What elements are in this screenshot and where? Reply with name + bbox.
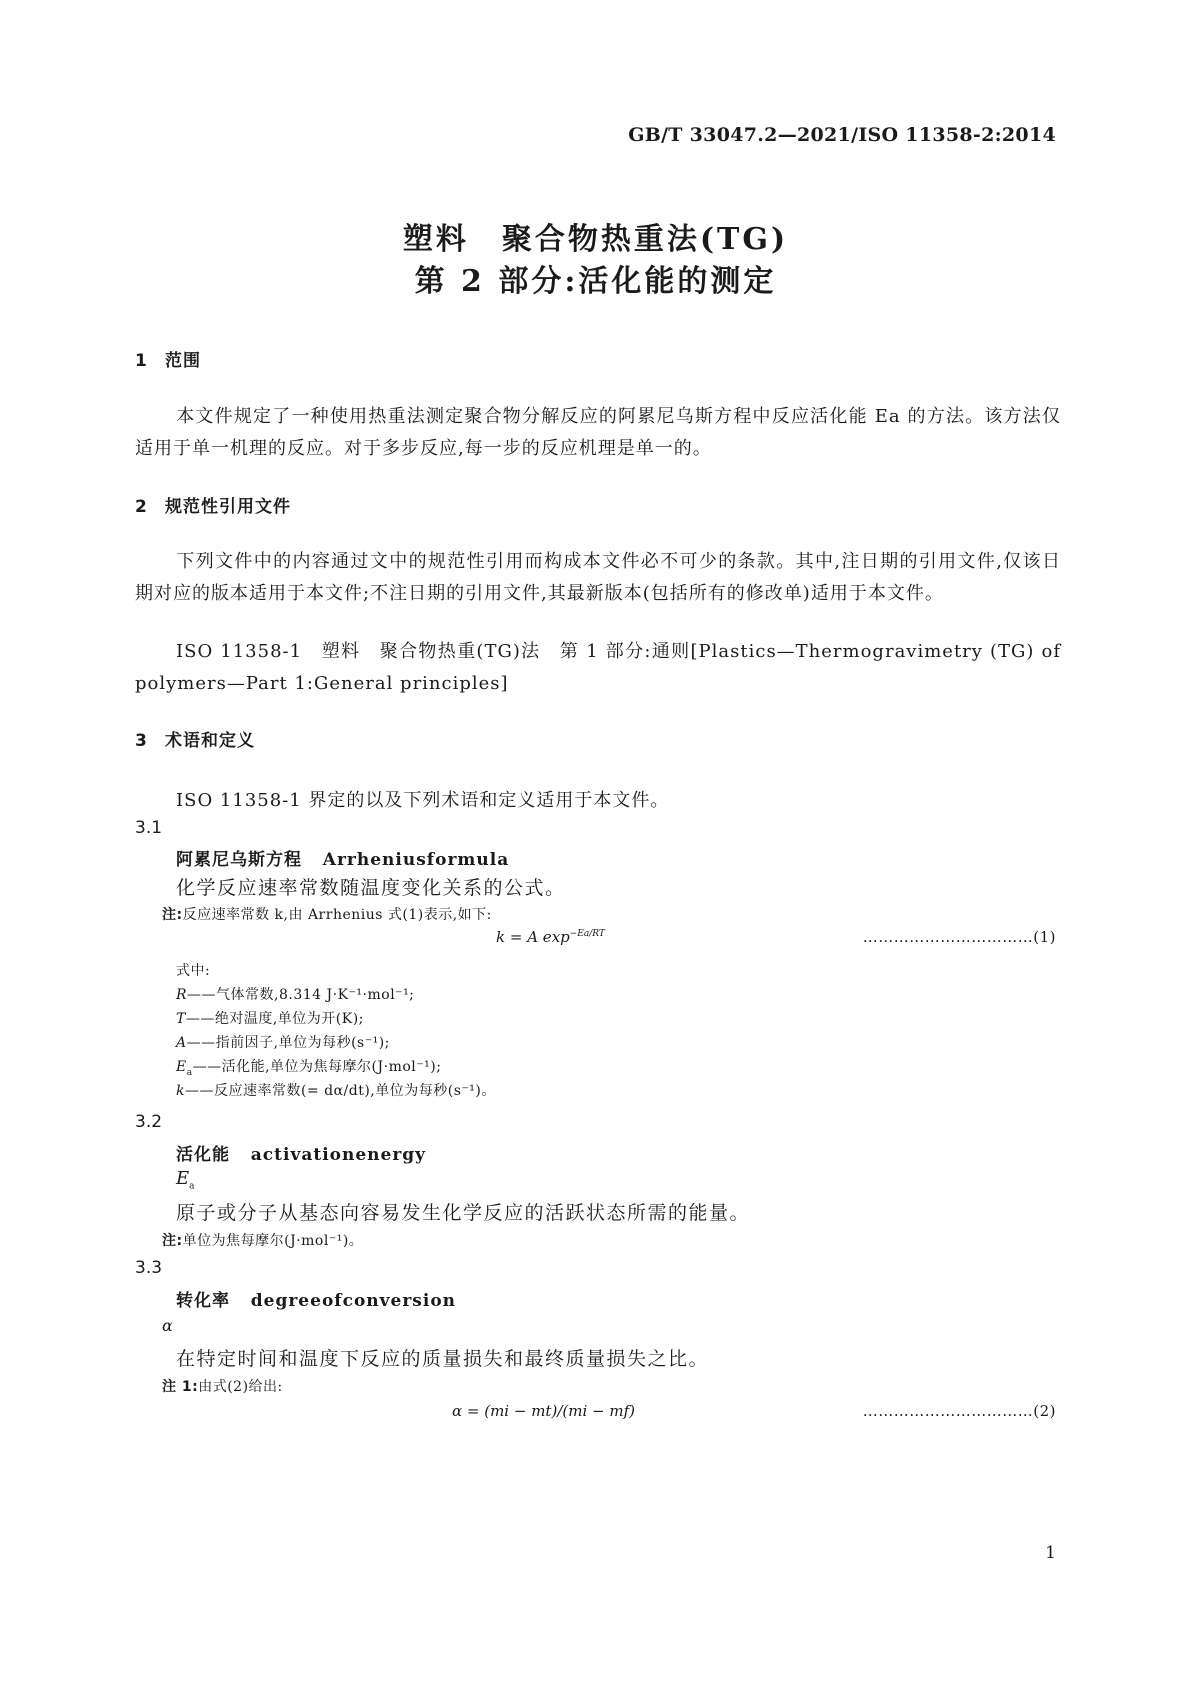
symbol-line bbox=[176, 984, 414, 1004]
note-text: 单位为焦每摩尔(J·mol⁻¹)。 bbox=[182, 1233, 364, 1249]
page-number: 1 bbox=[1045, 1543, 1056, 1563]
section-title: 规范性引用文件 bbox=[165, 497, 291, 517]
note-text: 由式(2)给出: bbox=[198, 1379, 283, 1395]
symbol-description: ——活化能,单位为焦每摩尔(J·mol⁻¹); bbox=[192, 1059, 442, 1075]
paragraph-text: 本文件规定了一种使用热重法测定聚合物分解反应的阿累尼乌斯方程中反应活化能 Ea 的方法。该方法仅适用于单一机理的反应。对于多步反应,每一步的反应机理是单一的。 bbox=[135, 406, 1061, 459]
paragraph-text: 下列文件中的内容通过文中的规范性引用而构成本文件必不可少的条款。其中,注日期的引用文件,仅该日期对应的版本适用于本文件;不注日期的引用文件,其最新版本(包括所有的修改单)适用于本文件。 bbox=[135, 551, 1061, 604]
term-3-3-number: 3.3 bbox=[135, 1258, 163, 1278]
symbol: A bbox=[176, 1035, 187, 1051]
symbol-line bbox=[176, 1056, 441, 1078]
term-3-2-number: 3.2 bbox=[135, 1112, 163, 1132]
term-3-1-number: 3.1 bbox=[135, 818, 163, 838]
term-3-3-definition: 在特定时间和温度下反应的质量损失和最终质量损失之比。 bbox=[176, 1348, 710, 1370]
term-3-1-note bbox=[162, 904, 492, 924]
term-3-2-heading bbox=[176, 1140, 426, 1165]
formula-2: α = (mi − mt)/(mi − mf) bbox=[452, 1402, 635, 1420]
term-3-3-note bbox=[162, 1376, 283, 1396]
standard-code-header: GB/T 33047.2—2021/ISO 11358-2:2014 bbox=[628, 124, 1056, 146]
section-3-heading bbox=[135, 726, 255, 751]
where-label: 式中: bbox=[176, 963, 211, 979]
document-title-line1: 塑料 聚合物热重法(TG) bbox=[402, 222, 789, 257]
equation-2-number: ……………………………(2) bbox=[862, 1402, 1056, 1420]
formula-rhs: = A exp bbox=[509, 928, 570, 946]
note-text: 反应速率常数 k,由 Arrhenius 式(1)表示,如下: bbox=[182, 907, 492, 923]
formula-1 bbox=[496, 928, 605, 946]
term-chinese: 活化能 bbox=[176, 1145, 230, 1165]
section-1-heading bbox=[135, 346, 201, 371]
symbol: E bbox=[176, 1168, 190, 1189]
note-label: 注 1: bbox=[162, 1379, 199, 1395]
section-1-paragraph bbox=[135, 401, 1061, 465]
term-chinese: 转化率 bbox=[176, 1291, 230, 1311]
section-number: 3 bbox=[135, 731, 148, 751]
section-3-paragraph: ISO 11358-1 界定的以及下列术语和定义适用于本文件。 bbox=[176, 790, 670, 811]
term-3-3-heading bbox=[176, 1286, 456, 1311]
symbol: R bbox=[176, 987, 188, 1003]
term-3-2-note bbox=[162, 1230, 363, 1250]
term-3-2-definition: 原子或分子从基态向容易发生化学反应的活跃状态所需的能量。 bbox=[176, 1202, 751, 1224]
document-title-line2: 第 2 部分:活化能的测定 bbox=[414, 264, 777, 299]
note-label: 注: bbox=[162, 1233, 183, 1249]
symbol-description: ——指前因子,单位为每秒(s⁻¹); bbox=[186, 1035, 390, 1051]
symbol: k bbox=[176, 1083, 185, 1099]
symbol-description: ——气体常数,8.314 J·K⁻¹·mol⁻¹; bbox=[187, 987, 415, 1003]
normative-reference bbox=[135, 636, 1061, 700]
symbol-line bbox=[176, 1032, 390, 1052]
section-number: 1 bbox=[135, 351, 148, 371]
note-label: 注: bbox=[162, 907, 183, 923]
term-3-3-symbol: α bbox=[162, 1316, 173, 1335]
term-chinese: 阿累尼乌斯方程 bbox=[176, 850, 302, 870]
term-english: activationenergy bbox=[250, 1145, 427, 1165]
term-english: degreeofconversion bbox=[250, 1291, 457, 1311]
symbol-subscript: a bbox=[189, 1181, 195, 1192]
section-title: 术语和定义 bbox=[165, 731, 255, 751]
term-3-1-heading bbox=[176, 845, 509, 870]
symbol-line bbox=[176, 1008, 364, 1028]
section-2-paragraph bbox=[135, 546, 1061, 610]
symbol-description: ——绝对温度,单位为开(K); bbox=[185, 1011, 364, 1027]
equation-1-number: ……………………………(1) bbox=[862, 928, 1056, 946]
term-3-2-symbol bbox=[176, 1168, 195, 1192]
term-english: Arrheniusformula bbox=[322, 850, 510, 870]
symbol-subscript: a bbox=[186, 1067, 193, 1078]
symbol-description: ——反应速率常数(= dα/dt),单位为每秒(s⁻¹)。 bbox=[184, 1083, 496, 1099]
symbol: T bbox=[176, 1011, 186, 1027]
reference-text: ISO 11358-1 塑料 聚合物热重(TG)法 第 1 部分:通则[Plastics—Thermogravimetry (TG) of polymers—Part 1:General principles] bbox=[135, 641, 1061, 694]
term-3-1-definition: 化学反应速率常数随温度变化关系的公式。 bbox=[176, 877, 566, 899]
section-title: 范围 bbox=[165, 351, 201, 371]
formula-lhs: k bbox=[496, 928, 506, 946]
section-number: 2 bbox=[135, 497, 148, 517]
symbol-line bbox=[176, 1080, 496, 1100]
formula-exponent: −Ea/RT bbox=[569, 929, 605, 939]
symbol: E bbox=[176, 1059, 187, 1075]
section-2-heading bbox=[135, 492, 291, 517]
